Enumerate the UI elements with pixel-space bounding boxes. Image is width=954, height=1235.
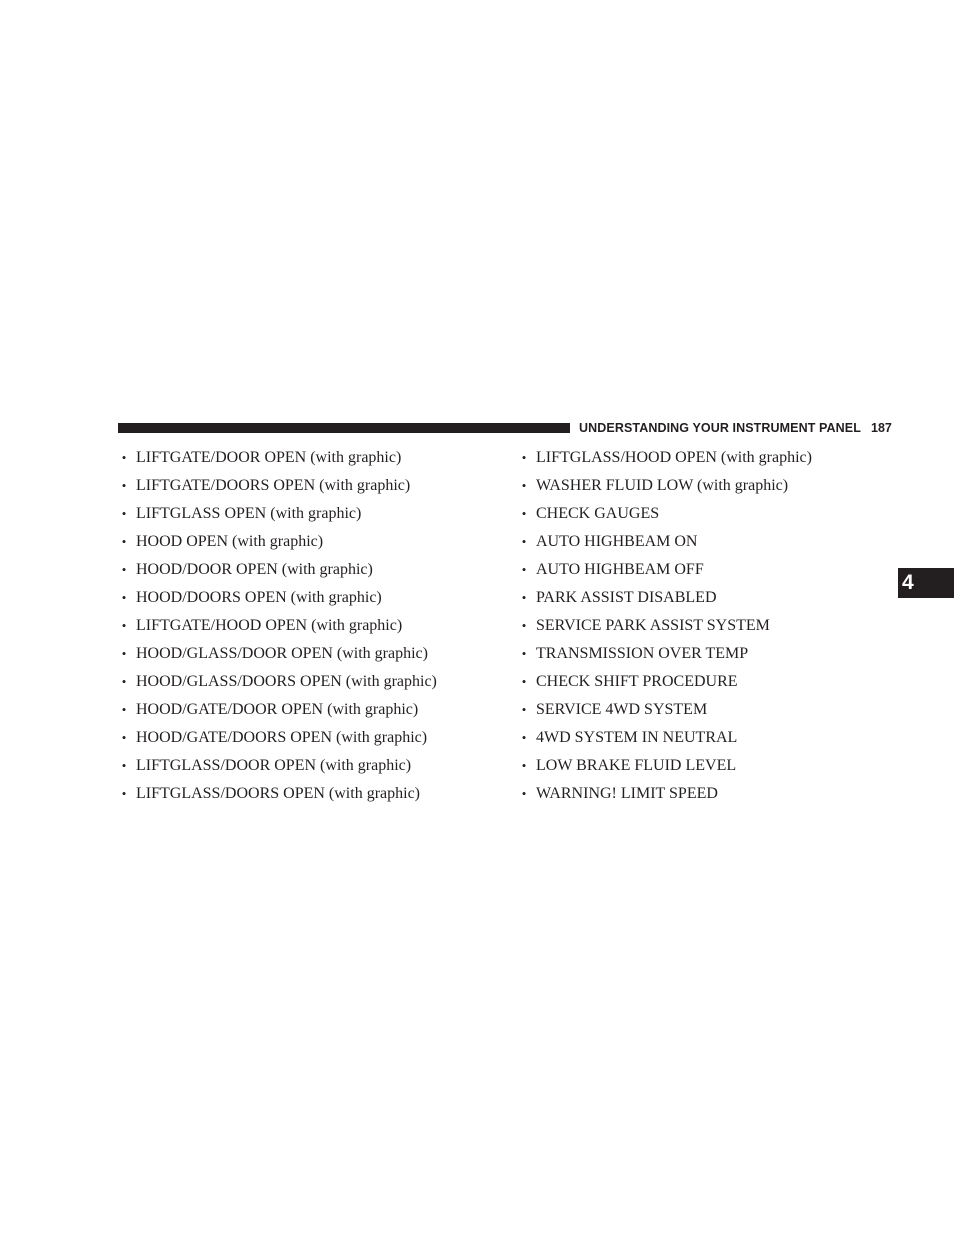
list-item — [118, 724, 498, 752]
bullet: • — [121, 786, 127, 801]
list-item — [118, 668, 498, 696]
list-item-text: HOOD/GLASS/DOOR OPEN (with graphic) — [136, 645, 428, 662]
list-item-text: AUTO HIGHBEAM OFF — [536, 561, 704, 578]
bullet: • — [521, 618, 527, 633]
list-item — [118, 640, 498, 668]
bullet: • — [521, 590, 527, 605]
list-item — [118, 528, 498, 556]
bullet: • — [121, 562, 127, 577]
list-item-text: HOOD/GLASS/DOORS OPEN (with graphic) — [136, 673, 437, 690]
list-item — [518, 556, 888, 584]
bullet: • — [121, 478, 127, 493]
list-item-text: LIFTGLASS/DOOR OPEN (with graphic) — [136, 757, 412, 774]
bullet: • — [121, 506, 127, 521]
list-item — [518, 668, 888, 696]
bullet: • — [121, 534, 127, 549]
list-item-text: SERVICE PARK ASSIST SYSTEM — [536, 617, 770, 634]
bullet: • — [521, 534, 527, 549]
list-item-text: TRANSMISSION OVER TEMP — [536, 645, 749, 662]
list-item — [518, 500, 888, 528]
list-item-text: HOOD/DOOR OPEN (with graphic) — [136, 561, 373, 578]
bullet: • — [121, 618, 127, 633]
list-item-text: LIFTGATE/DOOR OPEN (with graphic) — [136, 449, 402, 466]
bullet: • — [121, 702, 127, 717]
list-item — [518, 612, 888, 640]
page-number: 187 — [871, 421, 892, 435]
bullet: • — [121, 730, 127, 745]
bullet: • — [521, 562, 527, 577]
right-message-list — [518, 444, 888, 808]
header-rule — [118, 423, 570, 433]
list-item — [118, 500, 498, 528]
list-item-text: HOOD/GATE/DOORS OPEN (with graphic) — [136, 729, 428, 746]
bullet: • — [521, 786, 527, 801]
list-item-text: HOOD/DOORS OPEN (with graphic) — [136, 589, 382, 606]
bullet: • — [121, 450, 127, 465]
list-item — [518, 528, 888, 556]
bullet: • — [521, 450, 527, 465]
list-item — [518, 472, 888, 500]
list-item-text: SERVICE 4WD SYSTEM — [536, 701, 708, 718]
bullet: • — [121, 646, 127, 661]
list-item — [518, 584, 888, 612]
list-item — [518, 752, 888, 780]
bullet: • — [121, 758, 127, 773]
list-item-text: HOOD OPEN (with graphic) — [136, 533, 324, 550]
list-item — [518, 780, 888, 808]
list-item — [118, 472, 498, 500]
bullet: • — [521, 758, 527, 773]
bullet: • — [521, 478, 527, 493]
list-item-text: WARNING! LIMIT SPEED — [536, 785, 718, 802]
list-item-text: LOW BRAKE FLUID LEVEL — [536, 757, 737, 774]
list-item-text: CHECK GAUGES — [536, 505, 660, 522]
chapter-tab-label: 4 — [902, 571, 914, 594]
list-item-text: WASHER FLUID LOW (with graphic) — [536, 477, 789, 494]
list-item-text: LIFTGLASS OPEN (with graphic) — [136, 505, 362, 522]
list-item-text: LIFTGATE/HOOD OPEN (with graphic) — [136, 617, 403, 634]
list-item — [118, 752, 498, 780]
bullet: • — [521, 646, 527, 661]
list-item — [118, 780, 498, 808]
list-item — [518, 640, 888, 668]
list-item — [118, 444, 498, 472]
bullet: • — [521, 702, 527, 717]
list-item — [118, 696, 498, 724]
list-item — [518, 444, 888, 472]
list-item — [118, 584, 498, 612]
bullet: • — [521, 674, 527, 689]
list-item — [118, 612, 498, 640]
bullet: • — [521, 506, 527, 521]
list-item — [518, 696, 888, 724]
left-message-list — [118, 444, 498, 808]
list-item-text: LIFTGATE/DOORS OPEN (with graphic) — [136, 477, 411, 494]
chapter-tab — [898, 568, 954, 598]
list-item-text: LIFTGLASS/DOORS OPEN (with graphic) — [136, 785, 420, 802]
list-item-text: PARK ASSIST DISABLED — [536, 589, 717, 606]
list-item-text: LIFTGLASS/HOOD OPEN (with graphic) — [536, 449, 812, 466]
list-item-text: CHECK SHIFT PROCEDURE — [536, 673, 738, 690]
bullet: • — [521, 730, 527, 745]
list-item-text: 4WD SYSTEM IN NEUTRAL — [536, 729, 738, 746]
running-header-title: UNDERSTANDING YOUR INSTRUMENT PANEL — [579, 421, 861, 435]
list-item-text: AUTO HIGHBEAM ON — [536, 533, 698, 550]
bullet: • — [121, 590, 127, 605]
bullet: • — [121, 674, 127, 689]
list-item — [118, 556, 498, 584]
list-item — [518, 724, 888, 752]
list-item-text: HOOD/GATE/DOOR OPEN (with graphic) — [136, 701, 419, 718]
